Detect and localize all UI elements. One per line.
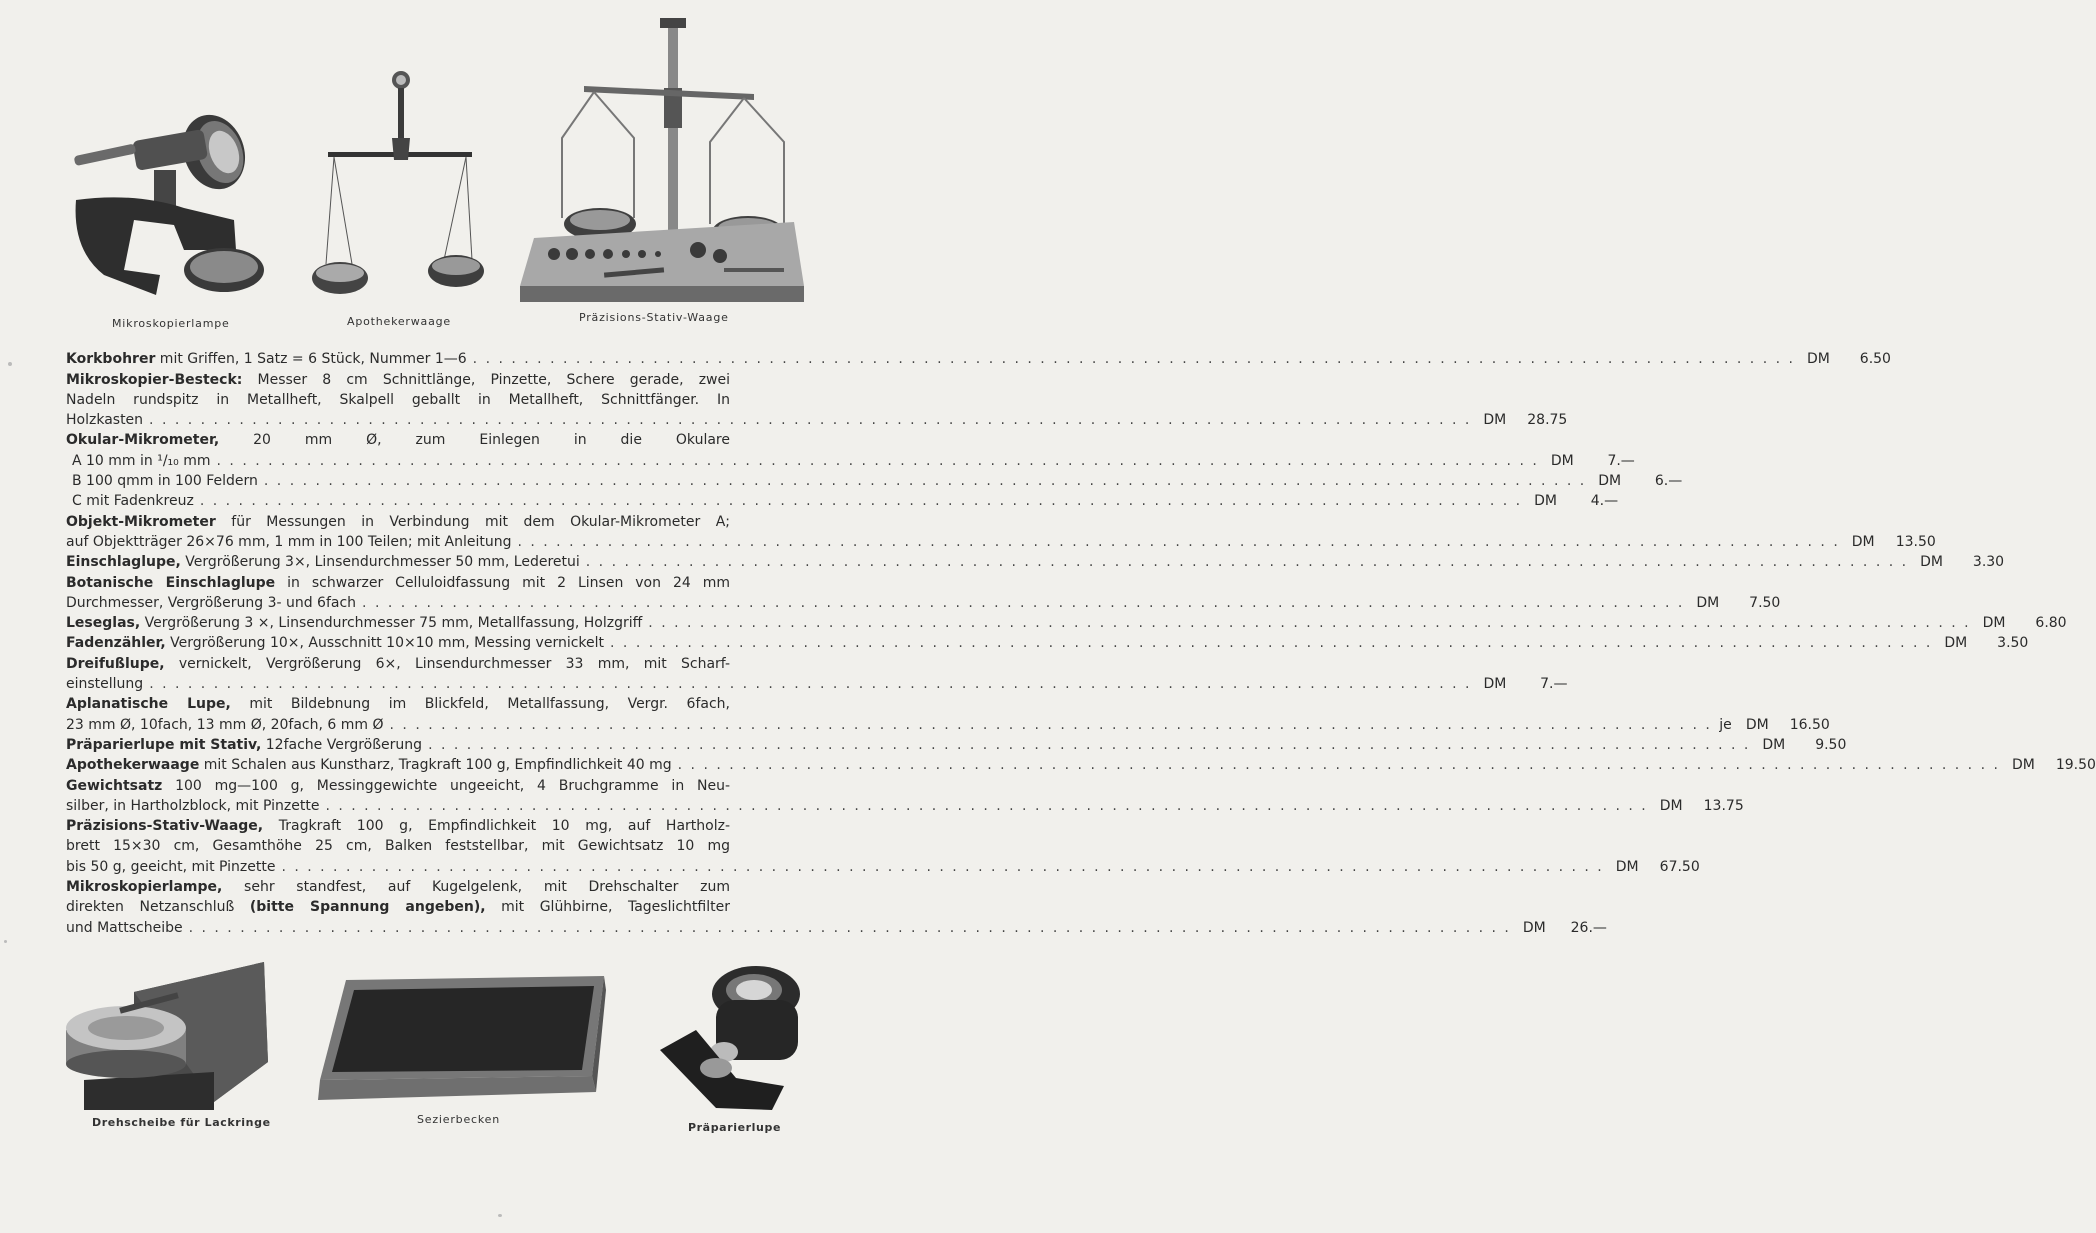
price-amount: 28.75 (1527, 412, 1568, 429)
price-amount: 7.— (1540, 676, 1568, 693)
item-text (66, 776, 730, 796)
item-text (66, 715, 384, 735)
item-description: C mit Fadenkreuz (72, 493, 194, 510)
item-text (66, 512, 730, 532)
leader-dots (384, 715, 1716, 735)
price-list-row (66, 755, 2096, 775)
microscope-lamp-illustration (64, 100, 284, 305)
currency-label: DM (1762, 736, 1786, 753)
price (1608, 857, 1700, 877)
price-list-row (66, 674, 1568, 694)
item-description: B 100 qmm in 100 Feldern (72, 473, 258, 490)
price-list-row (66, 390, 814, 410)
item-name: Gewichtsatz (66, 777, 163, 794)
item-text (66, 654, 730, 674)
item-description: silber, in Hartholzblock, mit Pinzette (66, 797, 320, 814)
leader-dots (642, 613, 1974, 633)
leader-dots (356, 593, 1688, 613)
price (1688, 593, 1780, 613)
item-description: mit Glühbirne, Tageslichtfilter (485, 899, 730, 916)
item-description: mit Bildebnung im Blickfeld, Metallfassung, Vergr. 6fach, (230, 696, 730, 713)
item-description: vernickelt, Vergrößerung 6×, Linsendurchmesser 33 mm, mit Scharf- (164, 655, 730, 672)
price-amount: 7.50 (1749, 594, 1781, 611)
item-description: Nadeln rundspitz in Metallheft, Skalpell geballt in Metallheft, Schnittfänger. In (66, 391, 730, 408)
price-list-row (66, 816, 814, 836)
price-amount: 67.50 (1659, 858, 1700, 875)
item-description: direkten Netzanschluß (66, 899, 250, 916)
caption-turntable: Drehscheibe für Lackringe (92, 1116, 271, 1129)
price-amount: 4.— (1590, 493, 1619, 510)
price-list-row (66, 369, 814, 389)
price-list-row (66, 511, 814, 531)
currency-label: DM (1920, 554, 1943, 571)
item-text (66, 816, 730, 836)
price-list-row (66, 796, 1744, 816)
item-name: Botanische Einschlaglupe (66, 574, 276, 591)
currency-label: DM (1944, 635, 1968, 652)
price-list-row (66, 877, 814, 897)
item-description: Durchmesser, Vergrößerung 3- und 6fach (66, 594, 357, 611)
item-description: bis 50 g, geeicht, mit Pinzette (66, 858, 276, 875)
price-list-row (66, 653, 814, 673)
price (1475, 674, 1567, 694)
item-text (66, 674, 143, 694)
item-description: auf Objektträger 26×76 mm, 1 mm in 100 Teilen; mit Anleitung (66, 533, 512, 550)
item-name: Leseglas, (66, 615, 141, 632)
leader-dots (211, 451, 1543, 471)
currency-label: DM (1696, 594, 1720, 611)
item-description: brett 15×30 cm, Gesamthöhe 25 cm, Balken feststellbar, mit Gewichtsatz 10 mg (66, 838, 730, 855)
item-text (66, 390, 730, 410)
item-name: Okular-Mikrometer, (66, 432, 220, 449)
price-list-row (66, 735, 1847, 755)
item-text (66, 593, 356, 613)
price-list-row (66, 856, 1700, 876)
item-name: Korkbohrer (66, 351, 156, 368)
caption-lamp: Mikroskopierlampe (112, 317, 230, 330)
item-text (66, 410, 143, 430)
item-name: Einschlaglupe, (66, 554, 181, 571)
price-list-row (66, 714, 1830, 734)
price-amount: 6.— (1654, 473, 1683, 490)
item-description: in schwarzer Celluloidfassung mit 2 Linsen von 24 mm (275, 574, 731, 591)
item-name: Apothekerwaage (66, 757, 200, 774)
caption-apothecary: Apothekerwaage (347, 315, 451, 328)
paper-speck (4, 940, 7, 943)
currency-label: DM (1550, 452, 1574, 469)
item-text (66, 349, 467, 369)
price (1738, 715, 1830, 735)
price-list-row (66, 694, 814, 714)
price (1590, 471, 1682, 491)
item-name: Aplanatische Lupe, (66, 696, 231, 713)
price-list-row (66, 572, 814, 592)
currency-label: DM (1851, 533, 1875, 550)
item-text (66, 552, 580, 572)
price (2004, 755, 2096, 775)
item-text (66, 532, 511, 552)
price-amount: 13.50 (1895, 533, 1936, 550)
item-description: 100 mg—100 g, Messinggewichte ungeeicht, 4 Bruchgramme in Neu- (162, 777, 730, 794)
item-name: Dreifußlupe, (66, 655, 165, 672)
item-text (66, 694, 730, 714)
turntable-illustration (64, 962, 274, 1112)
item-text (66, 451, 211, 471)
currency-label: DM (1659, 797, 1683, 814)
price-amount: 13.75 (1703, 797, 1744, 814)
currency-label: DM (1522, 919, 1546, 936)
leader-dots (580, 552, 1912, 572)
price (1515, 918, 1607, 938)
item-name: Objekt-Mikrometer (66, 513, 216, 530)
price-amount: 6.80 (2035, 615, 2067, 632)
item-description: Vergrößerung 10×, Ausschnitt 10×10 mm, Messing vernickelt (165, 635, 605, 652)
price (1936, 633, 2028, 653)
price (1799, 349, 1891, 369)
dissecting-tray-illustration (316, 976, 606, 1111)
item-description: Messer 8 cm Schnittlänge, Pinzette, Schere gerade, zwei (242, 371, 730, 388)
price-list-row (66, 633, 2029, 653)
paper-speck (8, 362, 12, 366)
item-description: sehr standfest, auf Kugelgelenk, mit Drehschalter zum (222, 879, 730, 896)
price-list-row (66, 552, 2005, 572)
leader-dots (604, 633, 1936, 653)
caption-preparing: Präparierlupe (688, 1121, 782, 1134)
item-description: Tragkraft 100 g, Empfindlichkeit 10 mg, auf Hartholz- (263, 818, 730, 835)
item-description: mit Griffen, 1 Satz = 6 Stück, Nummer 1—6 (155, 351, 467, 368)
item-text (66, 918, 183, 938)
item-name: Fadenzähler, (66, 635, 166, 652)
item-text (66, 755, 672, 775)
price-list-row (66, 532, 1936, 552)
price-list-row (66, 775, 814, 795)
price-list-row (66, 917, 1607, 937)
price-list-row (66, 593, 1781, 613)
item-description: 23 mm Ø, 10fach, 13 mm Ø, 20fach, 6 mm Ø (66, 716, 384, 733)
price (1912, 552, 2004, 572)
price-list-row (66, 349, 1891, 369)
item-description: Vergrößerung 3×, Linsendurchmesser 50 mm, Lederetui (180, 554, 580, 571)
price-list-row (66, 471, 1683, 491)
price (1526, 491, 1618, 511)
apothecary-balance-illustration (320, 68, 480, 303)
item-name: Präparierlupe mit Stativ, (66, 736, 262, 753)
item-text (66, 836, 730, 856)
currency-label: DM (1483, 676, 1507, 693)
preparing-loupe-illustration (656, 960, 806, 1120)
leader-dots (183, 918, 1515, 938)
price (1975, 613, 2067, 633)
currency-label: DM (1598, 473, 1622, 490)
item-text (66, 796, 319, 816)
leader-dots (319, 796, 1651, 816)
item-text (66, 613, 642, 633)
item-text (66, 897, 730, 917)
leader-dots (194, 491, 1526, 511)
leader-dots (467, 349, 1799, 369)
item-name: Mikroskopier-Besteck: (66, 371, 243, 388)
price-list-row (66, 450, 1635, 470)
price (1652, 796, 1744, 816)
item-text (66, 735, 422, 755)
voltage-note: (bitte Spannung angeben), (249, 899, 486, 916)
item-description: 20 mm Ø, zum Einlegen in die Okulare (219, 432, 730, 449)
price (1475, 410, 1567, 430)
item-text (66, 573, 730, 593)
price-amount: 7.— (1607, 452, 1635, 469)
price (1543, 451, 1635, 471)
leader-dots (275, 857, 1607, 877)
currency-label: DM (1534, 493, 1557, 510)
price-amount: 9.50 (1815, 736, 1847, 753)
price-list-row (66, 491, 1619, 511)
price-amount: 19.50 (2055, 757, 2096, 774)
currency-label: DM (1745, 716, 1769, 733)
item-description: und Mattscheibe (66, 919, 183, 936)
each-label: je (1719, 716, 1732, 733)
price-list-row (66, 836, 814, 856)
price-amount: 6.50 (1859, 351, 1891, 368)
item-name: Präzisions-Stativ-Waage, (66, 818, 264, 835)
currency-label: DM (1615, 858, 1639, 875)
item-description: mit Schalen aus Kunstharz, Tragkraft 100 g, Empfindlichkeit 40 mg (199, 757, 672, 774)
item-text (66, 877, 730, 897)
paper-speck (498, 1214, 502, 1217)
currency-label: DM (2011, 757, 2035, 774)
item-description: 12fache Vergrößerung (261, 736, 423, 753)
item-name: Mikroskopierlampe, (66, 879, 223, 896)
leader-dots (143, 410, 1475, 430)
caption-precision: Präzisions-Stativ-Waage (579, 311, 729, 324)
price-list-row (66, 897, 814, 917)
item-text (66, 491, 194, 511)
price-list-row (66, 430, 814, 450)
item-description: A 10 mm in ¹/₁₀ mm (72, 452, 211, 469)
price-list-row (66, 410, 1568, 430)
price-amount: 16.50 (1789, 716, 1830, 733)
price-list (66, 349, 2096, 938)
leader-dots (143, 674, 1475, 694)
currency-label: DM (1982, 615, 2006, 632)
item-text (66, 370, 730, 390)
price-amount: 3.50 (1997, 635, 2029, 652)
price-amount: 3.30 (1972, 554, 2005, 571)
leader-dots (258, 471, 1590, 491)
item-description: einstellung (66, 676, 144, 693)
item-text (66, 471, 258, 491)
price-list-row (66, 613, 2067, 633)
item-description: Holzkasten (66, 412, 144, 429)
item-text (66, 857, 275, 877)
precision-balance-illustration (514, 18, 814, 308)
leader-dots (511, 532, 1843, 552)
item-description: Vergrößerung 3 ×, Linsendurchmesser 75 mm, Metallfassung, Holzgriff (140, 615, 643, 632)
leader-dots (422, 735, 1754, 755)
price (1844, 532, 1936, 552)
price (1754, 735, 1846, 755)
price-amount: 26.— (1570, 919, 1607, 936)
item-text (66, 430, 730, 450)
item-description: für Messungen in Verbindung mit dem Okular-Mikrometer A; (215, 513, 730, 530)
leader-dots (672, 755, 2004, 775)
item-text (66, 633, 604, 653)
caption-dissecting: Sezierbecken (417, 1113, 500, 1126)
currency-label: DM (1483, 412, 1507, 429)
currency-label: DM (1806, 351, 1830, 368)
